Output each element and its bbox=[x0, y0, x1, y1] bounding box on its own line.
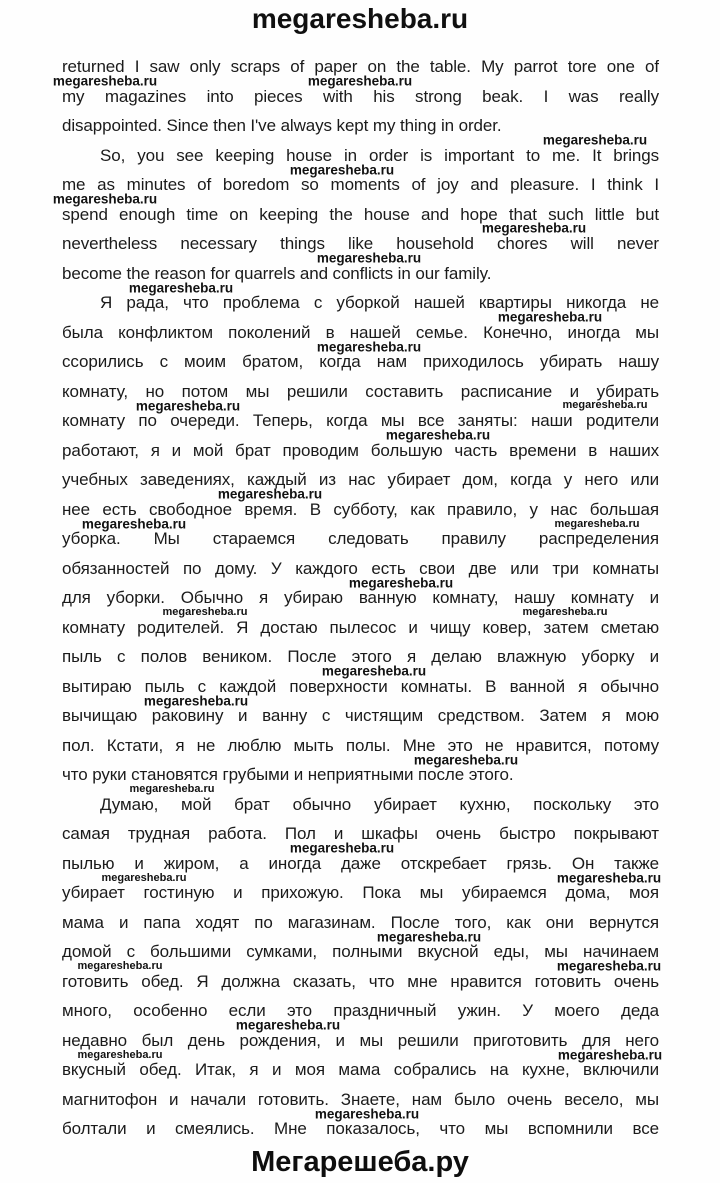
watermark: megaresheba.ru bbox=[522, 606, 608, 618]
watermark: megaresheba.ru bbox=[481, 220, 587, 236]
text-line: уборка. Мы стараемся следовать правилу распределения bbox=[62, 529, 659, 548]
watermark: megaresheba.ru bbox=[307, 73, 413, 89]
text-line: Думаю, мой брат обычно убирает кухню, поскольку это bbox=[100, 794, 659, 814]
text-line: spend enough time on keeping the house and hope that such little but bbox=[62, 204, 659, 224]
watermark: megaresheba.ru bbox=[289, 840, 395, 856]
watermark: megaresheba.ru bbox=[554, 518, 640, 530]
text-line: пыль с полов веником. После этого я делаю влажную уборку и bbox=[62, 647, 659, 666]
text-line: учебных заведениях, каждый из нас убирает дом, когда у него или bbox=[62, 470, 659, 489]
watermark: megaresheba.ru bbox=[376, 929, 482, 945]
watermark: megaresheba.ru bbox=[235, 1017, 341, 1033]
text-line: комнату по очереди. Теперь, когда мы все заняты: наши родители bbox=[62, 411, 659, 430]
watermark: megaresheba.ru bbox=[413, 752, 519, 768]
text-line: become the reason for quarrels and conflicts in our family. bbox=[62, 263, 492, 283]
text-line: работают, я и мой брат проводим большую часть времени в наших bbox=[62, 440, 659, 460]
watermark: megaresheba.ru bbox=[52, 191, 158, 207]
site-header-title: megaresheba.ru bbox=[251, 3, 469, 34]
watermark: megaresheba.ru bbox=[497, 309, 603, 325]
watermark: megaresheba.ru bbox=[162, 606, 248, 618]
watermark: megaresheba.ru bbox=[101, 872, 187, 884]
watermark: megaresheba.ru bbox=[556, 870, 662, 886]
text-line: нее есть свободное время. В субботу, как правило, у нас большая bbox=[62, 499, 659, 519]
text-line: домой с большими сумками, полными вкусной еды, мы начинаем bbox=[62, 942, 659, 961]
watermark: megaresheba.ru bbox=[77, 960, 163, 972]
watermark: megaresheba.ru bbox=[385, 427, 491, 443]
watermark: megaresheba.ru bbox=[81, 516, 187, 532]
text-line: nevertheless necessary things like household chores will never bbox=[62, 234, 659, 253]
text-line: returned I saw only scraps of paper on the table. My parrot tore one of bbox=[62, 57, 659, 76]
watermark: megaresheba.ru bbox=[217, 486, 323, 502]
text-line: комнату родителей. Я достаю пылесос и чищу ковер, затем сметаю bbox=[62, 617, 659, 637]
site-footer-title: Мегарешеба.ру bbox=[251, 1146, 469, 1178]
text-line: много, особенно если это праздничный ужин. У моего деда bbox=[62, 1001, 659, 1020]
text-line: my magazines into pieces with his strong beak. I was really bbox=[62, 86, 659, 106]
watermark: megaresheba.ru bbox=[556, 958, 662, 974]
watermark: megaresheba.ru bbox=[557, 1047, 663, 1063]
watermark: megaresheba.ru bbox=[77, 1049, 163, 1061]
text-line: So, you see keeping house in order is important to me. It brings bbox=[100, 145, 659, 165]
text-line: что руки становятся грубыми и неприятными после этого. bbox=[62, 765, 514, 784]
watermark: megaresheba.ru bbox=[348, 575, 454, 591]
watermark: megaresheba.ru bbox=[128, 280, 234, 296]
watermark: megaresheba.ru bbox=[289, 162, 395, 178]
text-line: готовить обед. Я должна сказать, что мне нравится готовить очень bbox=[62, 971, 659, 991]
text-line: магнитофон и начали готовить. Знаете, нам было очень весело, мы bbox=[62, 1089, 659, 1109]
watermark: megaresheba.ru bbox=[316, 250, 422, 266]
watermark: megaresheba.ru bbox=[135, 398, 241, 414]
watermark: megaresheba.ru bbox=[542, 132, 648, 148]
text-line: вытираю пыль с каждой поверхности комнаты. В ванной я обычно bbox=[62, 676, 659, 696]
text-line: для уборки. Обычно я убираю ванную комнату, нашу комнату и bbox=[62, 588, 659, 607]
text-line: me as minutes of boredom so moments of joy and pleasure. I think I bbox=[62, 175, 659, 194]
text-line: пылью и жиром, а иногда даже отскребает грязь. Он также bbox=[62, 853, 659, 873]
watermark: megaresheba.ru bbox=[316, 339, 422, 355]
text-line: вкусный обед. Итак, я и моя мама собрались на кухне, включили bbox=[62, 1060, 659, 1079]
text-line: убирает гостиную и прихожую. Пока мы убираемся дома, моя bbox=[62, 883, 659, 902]
text-line: комнату, но потом мы решили составить расписание и убирать bbox=[62, 381, 659, 401]
text-line: ссорились с моим братом, когда нам приходилось убирать нашу bbox=[62, 352, 659, 371]
watermark: megaresheba.ru bbox=[52, 73, 158, 89]
watermark: megaresheba.ru bbox=[321, 663, 427, 679]
text-line: недавно был день рождения, и мы решили приготовить для него bbox=[62, 1030, 659, 1050]
text-line: пол. Кстати, я не люблю мыть полы. Мне это не нравится, потому bbox=[62, 735, 659, 755]
watermark: megaresheba.ru bbox=[143, 693, 249, 709]
text-line: обязанностей по дому. У каждого есть свои две или три комнаты bbox=[62, 558, 659, 578]
text-line: Я рада, что проблема с уборкой нашей квартиры никогда не bbox=[100, 293, 659, 312]
text-line: самая трудная работа. Пол и шкафы очень быстро покрывают bbox=[62, 824, 659, 843]
text-line: вычищаю раковину и ванну с чистящим средством. Затем я мою bbox=[62, 706, 659, 725]
watermark: megaresheba.ru bbox=[314, 1106, 420, 1122]
text-line: мама и папа ходят по магазинам. После того, как они вернутся bbox=[62, 912, 659, 932]
document-body bbox=[62, 52, 662, 1144]
text-line: disappointed. Since then I've always kept my thing in order. bbox=[62, 116, 502, 135]
text-line: болтали и смеялись. Мне показалось, что мы вспомнили все bbox=[62, 1119, 659, 1138]
watermark: megaresheba.ru bbox=[562, 399, 648, 411]
text-line: была конфликтом поколений в нашей семье. Конечно, иногда мы bbox=[62, 322, 659, 342]
watermark: megaresheba.ru bbox=[129, 783, 215, 795]
